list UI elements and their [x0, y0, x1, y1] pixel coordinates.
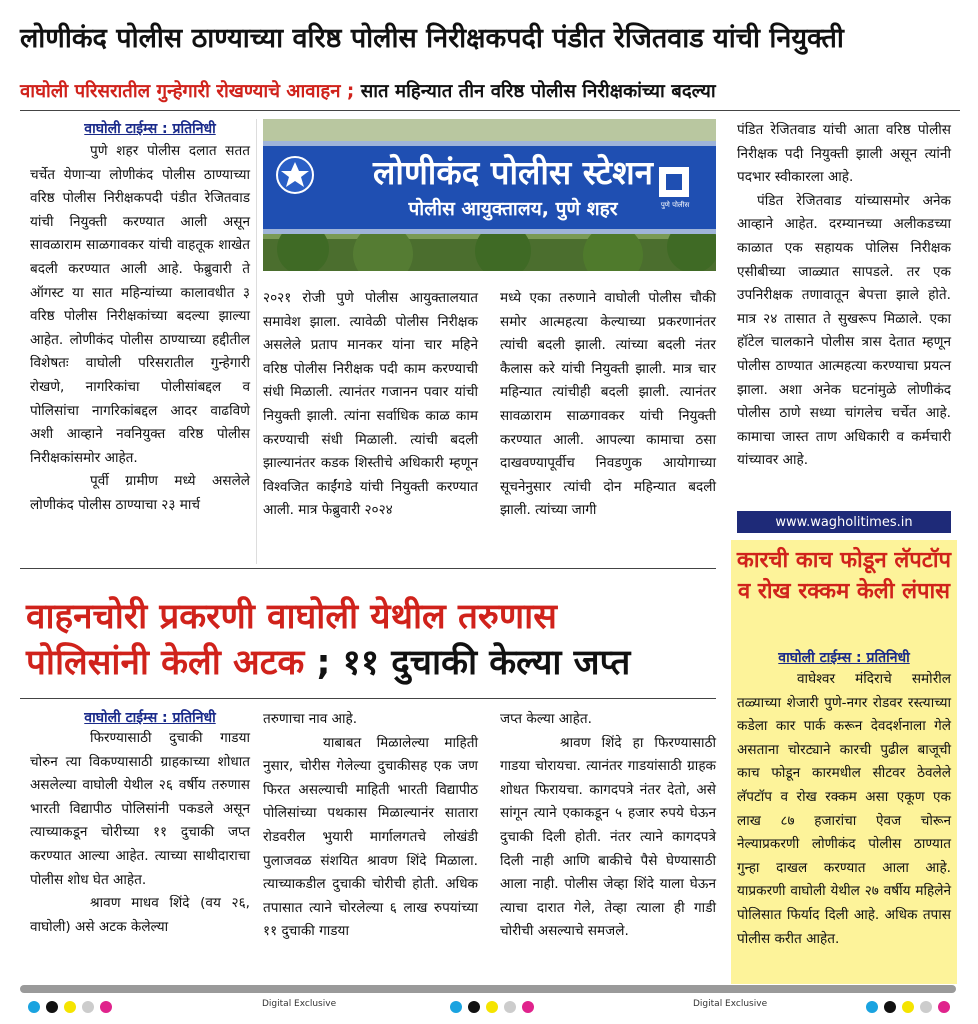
yellow-dot [486, 1001, 498, 1013]
color-registration-left [28, 998, 118, 1017]
black-dot [46, 1001, 58, 1013]
grey-dot [504, 1001, 516, 1013]
story1-byline: वाघोली टाईम्स : प्रतिनिधी [84, 121, 216, 137]
digital-exclusive-label-2: Digital Exclusive [693, 999, 768, 1009]
grey-dot [82, 1001, 94, 1013]
main-subheadline [20, 78, 960, 103]
story1-col2-text: २०२१ रोजी पुणे पोलीस आयुक्तालयात समावेश झाला. त्यावेळी पोलीस निरीक्षक असलेले प्रताप मानकर यांना चार महिने वरिष्ठ पोलीस निरीक्षक पदी काम करण्याची संधी मिळाली. त्यानंतर गजानन पवार यांची नियुक्ती झाली. त्यांना सर्वाधिक काळ काम करण्याची संधी मिळाली. त्यांची बदली झाल्यानंतर कडक शिस्तीचे अधिकारी म्हणून विश्वजित काईंगडे यांची नियुक्ती करण्यात आली. मात्र फेब्रुवारी २०२४ [263, 290, 478, 519]
story1-col1-para2: पूर्वी ग्रामीण मध्ये असलेले लोणीकंद पोलीस ठाण्याचा २३ मार्च [30, 473, 250, 513]
footer-bar [20, 985, 956, 993]
story1-col4-para1: पंडित रेजितवाड यांची आता वरिष्ठ पोलीस निरीक्षक पदी नियुक्ती झाली असून त्यांनी पदभार स्वीकारला आहे. [737, 122, 951, 186]
police-station-photo [263, 119, 716, 271]
story2-col1-para2: श्रावण माधव शिंदे (वय २६, वाघोली) असे अटक केलेल्या [30, 895, 250, 935]
black-dot [884, 1001, 896, 1013]
story2-col3-para1: जप्त केल्या आहेत. [500, 711, 592, 727]
grey-dot [920, 1001, 932, 1013]
story1-col3-text: मध्ये एका तरुणाने वाघोली पोलीस चौकी समोर आत्महत्या केल्याच्या प्रकरणानंतर त्यांची बदली झाली. त्यांच्या बदली नंतर कैलास करे यांची नियुक्ती झाली. मात्र चार महिन्यात त्यांचीही बदली झाली. त्यानंतर सावळाराम साळगावकर यांची नियुक्ती करण्यात आली. आपल्या कामाचा ठसा दाखवण्यापूर्वीच निवडणुक आयोगाच्या सूचनेनुसार त्यांची दोन महिन्यात बदली झाली. त्यांच्या जागी [500, 290, 716, 519]
digital-exclusive-label-1: Digital Exclusive [262, 999, 337, 1009]
sign-badge-text: पुणे पोलीस [660, 201, 690, 209]
second-headline-red: पोलिसांनी केली अटक [26, 643, 305, 683]
main-headline: लोणीकंद पोलीस ठाण्याच्या वरिष्ठ पोलीस निरीक्षकपदी पंडीत रेजितवाड यांची नियुक्ती [20, 23, 844, 54]
section-divider [20, 568, 716, 569]
second-headline-line1: वाहनचोरी प्रकरणी वाघोली येथील तरुणास [26, 597, 557, 637]
story2-col2-para1: तरुणाचा नाव आहे. [263, 711, 358, 727]
story2-byline: वाघोली टाईम्स : प्रतिनिधी [84, 710, 216, 726]
second-headline-black: ; ११ दुचाकी केल्या जप्त [304, 643, 631, 683]
website-banner[interactable]: www.wagholitimes.in [737, 511, 951, 533]
color-registration-right [866, 998, 956, 1017]
second-headline-divider [20, 698, 716, 699]
color-registration-center [450, 998, 540, 1017]
yellow-dot [902, 1001, 914, 1013]
second-headline [26, 594, 716, 686]
sign-main-text: लोणीकंद पोलीस स्टेशन [373, 153, 653, 192]
story1-column-1 [30, 119, 250, 518]
magenta-dot [938, 1001, 950, 1013]
magenta-dot [100, 1001, 112, 1013]
magenta-dot [522, 1001, 534, 1013]
story1-col4-para2: पंडित रेजितवाड यांच्यासमोर अनेक आव्हाने आहेत. दरम्यानच्या अलीकडच्या काळात एक सहायक पोलिस निरीक्षक एसीबीच्या जाळ्यात सापडले. तर एक उपनिरीक्षक तणावातून बेपत्ता झाले होते. मात्र २४ तासात ते सुखरूप मिळाले. एका हॉटेल चालकाने पोलीस त्रास देतात म्हणून पोलीस ठाण्यात आत्महत्या करण्याचा प्रयत्न झाला. अशा अनेक घटनांमुळे लोणीकंद पोलीस ठाणे सध्या चांगलेच चर्चेत आहे. कामाचा जास्त ताण अधिकारी व कर्मचारी यांच्यावर आहे. [737, 192, 951, 469]
black-dot [468, 1001, 480, 1013]
story2-col3-para2: श्रावण शिंदे हा फिरण्यासाठी गाडया चोरायचा. त्यानंतर गाडयांसाठी ग्राहक शोधत फिरायचा. कागदपत्रे नंतर देतो, असे सांगून त्याने एकाकडून ५ हजार रुपये घेऊन दुचाकी दिली होती. नंतर त्याने कागदपत्रे दिली नाही आणि बाकीचे पैसे घेण्यासाठी आला नाही. पोलीस जेव्हा शिंदे याला घेऊन त्याचा दारात गेले, तेव्हा त्याला ही गाडी चोरीची असल्याचे समजले. [500, 734, 716, 940]
story2-col1-para1: फिरण्यासाठी दुचाकी गाडया चोरुन त्या विकण्यासाठी ग्राहकाच्या शोधात असलेल्या वाघोली येथील २६ वर्षीय तरुणास भारती विद्यापीठ पोलिसांनी पकडले असून त्याच्याकडून चोरीच्या ११ दुचाकी जप्त करण्यात आल्या आहेत. त्याच्या साथीदाराचा पोलीस शोध घेत आहेत. [30, 730, 250, 888]
story2-column-3 [500, 708, 716, 944]
sidebar-body-text: वाघेश्वर मंदिराचे समोरील तळ्याच्या शेजारी पुणे-नगर रोडवर रस्त्याच्या कडेला कार पार्क करून देवदर्शनाला गेले असताना चोरट्याने कारची पुढील बाजूची काच फोडून कारमधील सीटवर ठेवलेले लॅपटॉप व रोख रक्कम असा एकूण एक लाख ८७ हजारांचा ऐवज चोरून नेल्याप्रकरणी लोणीकंद पोलीस ठाण्यात गुन्हा दाखल करण्यात आला आहे. याप्रकरणी वाघोली येथील २७ वर्षीय महिलेने पोलिसात फिर्याद दिली आहे. अधिक तपास पोलीस करीत आहेत. [737, 671, 951, 947]
subheadline-red-part: वाघोली परिसरातील गुन्हेगारी रोखण्याचे आवाहन ; [20, 81, 355, 102]
column-divider-left [256, 119, 257, 564]
story1-column-3 [500, 287, 716, 523]
cyan-dot [28, 1001, 40, 1013]
story1-col1-para1: पुणे शहर पोलीस दलात सतत चर्चेत येणाऱ्या लोणीकंद पोलीस ठाण्याच्या वरिष्ठ पोलीस निरीक्षकपदी पंडीत रेजितवाड यांची नियुक्ती करण्यात आली असून सावळाराम साळगावकर यांची वाहतूक शाखेत बदली करण्यात आली आहे. फेब्रुवारी ते ऑगस्ट या सात महिन्यांच्या कालावधीत ३ वरिष्ठ पोलीस निरीक्षकांच्या बदल्या झाल्या आहेत. लोणीकंद पोलीस ठाण्याच्या हद्दीतील विशेषतः वाघोली परिसरातील गुन्हेगारी रोखणे, नागरिकांचा पोलीसांबद्दल व पोलिसांचा नागरिकांबद्दल आदर वाढविणे अशी आव्हाने नवनियुक्त वरिष्ठ पोलीस निरीक्षकांसमोर आहेत. [30, 143, 250, 466]
story2-column-1 [30, 708, 250, 939]
story1-column-2 [263, 287, 478, 523]
sidebar-body [737, 668, 951, 951]
cyan-dot [866, 1001, 878, 1013]
top-divider [20, 110, 960, 111]
story1-column-4 [737, 119, 951, 473]
sign-sub-text: पोलीस आयुक्तालय, पुणे शहर [408, 198, 618, 220]
sidebar-headline: कारची काच फोडून लॅपटॉप व रोख रक्कम केली लंपास [736, 548, 952, 604]
subheadline-black-part: सात महिन्यात तीन वरिष्ठ पोलीस निरीक्षकांच्या बदल्या [354, 81, 716, 102]
cyan-dot [450, 1001, 462, 1013]
story2-col2-para2: याबाबत मिळालेल्या माहिती नुसार, चोरीस गेलेल्या दुचाकीसह एक जण फिरत असल्याची माहिती भारती विद्यापीठ पोलिसांच्या पथकास मिळाल्यानंर सातारा रोडवरील भुयारी मार्गालगतचे लोखंडी पुलाजवळ संशयित श्रावण शिंदे मिळाला. त्याच्याकडील दुचाकी चोरीची होती. अधिक तपासात त्याने चोरलेल्या ६ लाख रुपयांच्या ११ दुचाकी गाडया [263, 734, 478, 940]
story2-column-2 [263, 708, 478, 944]
yellow-dot [64, 1001, 76, 1013]
sidebar-byline: वाघोली टाईम्स : प्रतिनिधी [778, 650, 910, 666]
